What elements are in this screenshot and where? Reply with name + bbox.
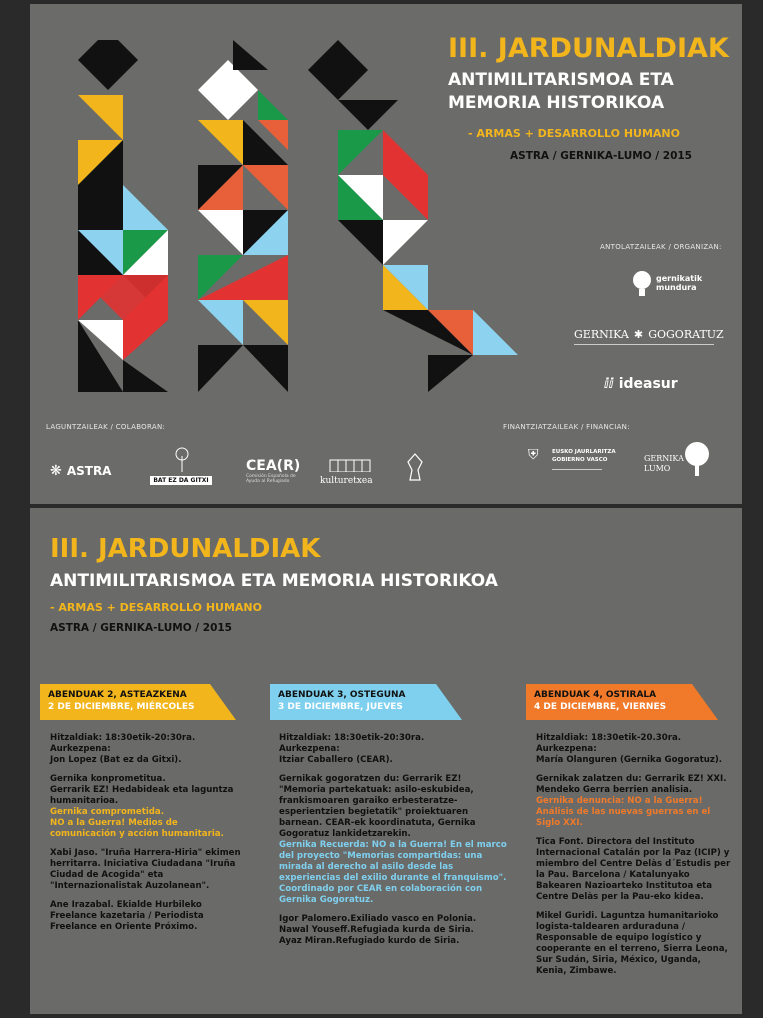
top-subtitle-line-2: MEMORIA HISTORIKOA	[448, 93, 665, 113]
collab-4-name: kulturetxea	[320, 476, 373, 486]
org-2b-name: GOGORATUZ	[648, 328, 724, 341]
shield-icon: ⛨	[528, 447, 539, 463]
bottom-tagline: - ARMAS + DESARROLLO HUMANO	[50, 601, 262, 614]
day-3-host: María Olanguren (Gernika Gogoratuz).	[536, 755, 723, 765]
day-1-header	[40, 684, 236, 720]
astra-logo	[50, 460, 111, 479]
day-2-p3: Nawal Youseff.Refugiada kurda de Siria.	[279, 925, 474, 935]
day-3-p1b: Gernika denuncia: NO a la Guerra! Análisis de las nuevas guerras en el Siglo XXI.	[536, 796, 711, 828]
fin-1b: GOBIERNO VASCO	[552, 457, 608, 463]
crest-logo	[406, 452, 424, 486]
day-2-head-eu: ABENDUAK 3, OSTEGUNA	[278, 690, 406, 700]
top-subtitle-line-1: ANTIMILITARISMOA ETA	[448, 70, 674, 90]
gernika-lumo-logo	[644, 440, 714, 486]
bat-ez-da-gitxi-logo	[150, 446, 212, 486]
day-1-p1a: Gernika konprometitua.	[50, 774, 166, 784]
bottom-place: ASTRA / GERNIKA-LUMO / 2015	[50, 622, 232, 634]
day-3-head-es: 4 DE DICIEMBRE, VIERNES	[534, 702, 667, 712]
collab-label: LAGUNTZAILEAK / COLABORAN:	[46, 423, 166, 431]
day-3-p3: Mikel Guridi. Laguntza humanitarioko logista-taldearen arduraduna / Responsable de equipo logístico y cooperante en el terreno, Sierra Leona, Sur Sudán, Siria, México, Uganda, Kenia, Zimbawe.	[536, 911, 728, 976]
day-2-host-label: Aurkezpena:	[279, 744, 340, 754]
org-3-name: ideasur	[618, 376, 678, 392]
collab-3-name: CEA(R)	[246, 458, 301, 474]
fin-1a: EUSKO JAURLARITZA	[552, 449, 616, 455]
gear-icon: ✱	[633, 328, 644, 341]
day-2-p1b: Gernika Recuerda: NO a la Guerra! En el marco del proyecto "Memorias compartidas: una mirada al derecho al asilo desde las experiencias del exilio durante el franquismo". Coordinado por CEAR en colaboración con Gernika Gogoratuz.	[279, 840, 507, 905]
day-1-head-es: 2 DE DICIEMBRE, MIÉRCOLES	[48, 702, 195, 712]
day-1-host-label: Aurkezpena:	[50, 744, 111, 754]
top-title: III. JARDUNALDIAK	[448, 33, 729, 64]
day-2-p4: Ayaz Miran.Refugiado kurdo de Siria.	[279, 936, 460, 946]
day-1-p2: Xabi Jaso. "Iruña Harrera-Hiria" ekimen herritarra. Iniciativa Ciudadana "Iruña Ciudad de Acogida" eta "Internazionalistak Auzolanean".	[50, 848, 241, 891]
top-place: ASTRA / GERNIKA-LUMO / 2015	[510, 150, 692, 162]
collab-2-name: BAT EZ DA GITXI	[150, 476, 212, 485]
day-1-head-eu: ABENDUAK 2, ASTEAZKENA	[48, 690, 187, 700]
day-3-header	[526, 684, 718, 720]
day-3-content	[536, 733, 732, 985]
finance-label: FINANTZIATZAILEAK / FINANCIAN:	[503, 423, 630, 431]
org-2-name: GERNIKA	[574, 328, 629, 341]
day-3-p1a: Gernikak zalatzen du: Gerrarik EZ! XXI. Mendeko Gerra berrien analisia.	[536, 774, 727, 795]
day-2-host: Itziar Caballero (CEAR).	[279, 755, 393, 765]
kulturetxea-logo	[320, 456, 373, 486]
day-2-head-es: 3 DE DICIEMBRE, JUEVES	[278, 702, 403, 712]
day-1-content	[50, 733, 242, 941]
figure-middle	[198, 40, 288, 392]
day-3-head-eu: ABENDUAK 4, OSTIRALA	[534, 690, 657, 700]
fin-2-name: GERNIKA LUMO	[644, 454, 684, 473]
day-1-host: Jon Lopez (Bat ez da Gitxi).	[50, 755, 182, 765]
cear-logo	[246, 458, 306, 484]
organizers-label: ANTOLATZAILEAK / ORGANIZAN:	[600, 243, 722, 251]
bottom-subtitle: ANTIMILITARISMOA ETA MEMORIA HISTORIKOA	[50, 571, 498, 591]
bottom-title: III. JARDUNALDIAK	[50, 534, 321, 564]
day-3-time: Hitzaldiak: 18:30etik-20.30ra.	[536, 733, 682, 743]
day-2-header	[270, 684, 462, 720]
gernikatik-mundura-logo	[632, 270, 712, 300]
org-1-name: gernikatik mundura	[656, 274, 703, 292]
people-icon: ⅈⅈ	[604, 376, 614, 392]
day-2-time: Hitzaldiak: 18:30etik-20:30ra.	[279, 733, 425, 743]
day-1-p1d: NO a la Guerra! Medios de comunicación y acción humanitaria.	[50, 818, 224, 839]
day-1-time: Hitzaldiak: 18:30etik-20:30ra.	[50, 733, 196, 743]
star-icon: ❋	[50, 463, 62, 479]
gernika-gogoratuz-logo	[574, 323, 724, 347]
ideasur-logo	[604, 373, 678, 392]
collab-3-desc: Comisión Española de Ayuda al Refugiado	[246, 474, 296, 484]
day-2-content	[279, 733, 511, 947]
day-1-p1c: Gernika comprometida.	[50, 807, 164, 817]
day-2-p1a: Gernikak gogoratzen du: Gerrarik EZ! "Memoria partekatuak: asilo-eskubidea, frankismoaren garaiko erbesteratze-esperientzien begietatik" proiektuaren barnean. CEAR-ek koordinatuta, Gernika Gogoratuz lankidetzarekin.	[279, 774, 476, 839]
figure-left	[78, 40, 168, 392]
day-2-p2: Igor Palomero.Exiliado vasco en Polonia.	[279, 914, 477, 924]
day-1-p3: Ane Irazabal. Ekialde Hurbileko Freelance kazetaria / Periodista Freelance en Oriente Próximo.	[50, 900, 204, 932]
collab-1-name: ASTRA	[66, 464, 112, 478]
day-3-host-label: Aurkezpena:	[536, 744, 597, 754]
top-tagline: - ARMAS + DESARROLLO HUMANO	[468, 127, 680, 140]
day-1-p1b: Gerrarik EZ! Hedabideak eta laguntza humanitarioa.	[50, 785, 234, 806]
day-3-p2: Tica Font. Directora del Instituto Internacional Catalán por la Paz (ICIP) y miembro del Centre Delàs d´Estudis per la Pau. Barcelona / Katalunyako Bakearen Nazioarteko Institutoa eta Centre Delàs per la Pau-eko kidea.	[536, 837, 731, 902]
